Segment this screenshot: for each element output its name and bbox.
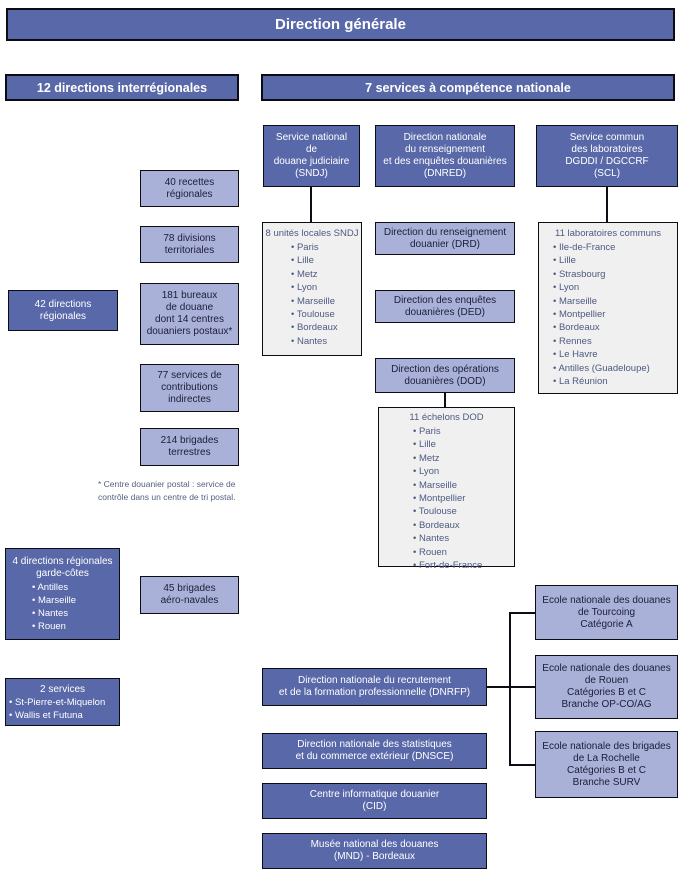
text-line: (DNRED) xyxy=(423,168,467,179)
text-line: Musée national des douanes xyxy=(310,839,439,850)
text-line: douanières (DED) xyxy=(404,306,486,318)
box-dnred-lines xyxy=(383,132,506,180)
section-header-left-label: 12 directions interrégionales xyxy=(36,80,208,95)
box-sndj-lines xyxy=(274,132,350,180)
text-line: • Metz xyxy=(413,452,440,464)
text-line: Direction nationale des statistiques xyxy=(297,739,452,750)
text-line: (CID) xyxy=(362,801,387,812)
connector-school-larochelle xyxy=(509,764,535,766)
box-contributions-indirectes xyxy=(140,364,239,412)
text-line: Direction du renseignement xyxy=(383,226,507,238)
text-line: Ecole nationale des douanes xyxy=(542,594,671,606)
text-line: • Paris xyxy=(413,426,441,437)
text-line: régionales xyxy=(166,188,213,200)
text-line: • Lille xyxy=(291,255,314,267)
box-sndj-units-title: 8 unités locales SNDJ xyxy=(265,228,359,239)
text-line: dont 14 centres xyxy=(155,314,224,325)
text-line: contrôle dans un centre de tri postal. xyxy=(98,491,236,502)
box-sndj xyxy=(263,125,360,187)
text-line: • Bordeaux xyxy=(291,322,338,334)
text-line: • Montpellier xyxy=(553,309,606,321)
connector-sndj-units xyxy=(310,187,312,222)
text-line: • Toulouse xyxy=(413,506,457,518)
box-garde-cotes-items xyxy=(6,581,119,633)
text-line: • Bordeaux xyxy=(413,519,460,531)
text-line: garde-côtes xyxy=(36,568,89,579)
connector-school-tourcoing xyxy=(509,612,535,614)
box-divisions-territoriales xyxy=(140,226,239,263)
text-line: • Nantes xyxy=(291,335,328,347)
box-ecole-tourcoing xyxy=(535,585,678,640)
box-brigades-terrestres-lines xyxy=(161,435,219,459)
text-line: • Fort-de-France xyxy=(413,560,483,572)
text-line: 4 directions régionales xyxy=(12,555,113,567)
box-dod-lines xyxy=(391,364,499,388)
box-dod xyxy=(375,358,515,393)
box-ded xyxy=(375,290,515,323)
box-ecole-tourcoing-lines xyxy=(542,595,670,631)
text-line: Direction des enquêtes xyxy=(393,294,497,306)
text-line: douanier (DRD) xyxy=(409,238,480,250)
text-line: 77 services de xyxy=(157,370,222,381)
text-line: de Tourcoing xyxy=(577,606,636,618)
text-line: douane judiciaire xyxy=(273,156,350,167)
text-line: • Bordeaux xyxy=(553,322,600,334)
section-header-right-label: 7 services à compétence nationale xyxy=(365,80,571,95)
text-line: 45 brigades xyxy=(163,583,216,594)
box-garde-cotes xyxy=(5,548,120,640)
box-sndj-units-items xyxy=(263,241,361,348)
text-line: Catégories B et C xyxy=(567,687,646,698)
text-line: (SNDJ) xyxy=(295,168,328,179)
text-line: • Antilles (Guadeloupe) xyxy=(553,362,650,374)
text-line: Service commun xyxy=(569,132,645,143)
text-line: des laboratoires xyxy=(571,144,643,155)
text-line: • Montpellier xyxy=(413,493,466,505)
text-line: • Rouen xyxy=(413,546,447,558)
text-line: de Rouen xyxy=(584,675,629,686)
box-dnrfp xyxy=(262,668,487,706)
text-line: * Centre douanier postal : service de xyxy=(98,479,236,489)
text-line: • Lyon xyxy=(413,466,440,478)
box-scl-labs-items xyxy=(539,241,677,388)
text-line: • Rouen xyxy=(32,620,66,632)
box-ecole-rouen xyxy=(535,655,678,719)
box-drd xyxy=(375,222,515,255)
box-mnd xyxy=(262,833,487,869)
box-directions-regionales-lines xyxy=(35,299,92,323)
text-line: Direction des opérations xyxy=(391,363,499,375)
text-line: Direction nationale du recrutement xyxy=(298,675,451,686)
box-ded-lines xyxy=(394,295,496,319)
box-brigades-aero-lines xyxy=(161,583,219,607)
box-bureaux-de-douane xyxy=(140,283,239,345)
chart-title: Direction générale xyxy=(275,16,406,33)
box-dod-echelons-title: 11 échelons DOD xyxy=(409,412,484,423)
text-line: • Marseille xyxy=(32,594,76,606)
box-dod-echelons-items xyxy=(379,425,514,572)
connector-schools-vertical xyxy=(509,612,511,766)
connector-scl-labs xyxy=(606,187,608,222)
box-recettes-regionales xyxy=(140,170,239,207)
connector-dnrfp-school-rouen xyxy=(487,686,535,688)
box-contributions-lines xyxy=(157,370,221,406)
text-line: du renseignement xyxy=(404,144,486,155)
box-directions-regionales xyxy=(8,290,118,331)
box-ecole-rouen-lines xyxy=(542,663,670,711)
box-dnsce-lines xyxy=(296,739,454,763)
text-line: • Marseille xyxy=(291,295,335,307)
box-cid xyxy=(262,783,487,819)
box-dnsce xyxy=(262,733,487,769)
text-line: de xyxy=(305,144,318,155)
text-line: contributions xyxy=(161,382,218,393)
section-header-services-nationaux xyxy=(261,74,675,101)
text-line: aéro-navales xyxy=(160,595,219,606)
text-line: 181 bureaux xyxy=(161,290,218,301)
text-line: de douane xyxy=(165,302,214,313)
box-drd-lines xyxy=(384,227,506,251)
box-scl-labs xyxy=(538,222,678,394)
box-cid-lines xyxy=(310,789,440,813)
box-scl-lines xyxy=(565,132,648,180)
text-line: • Rennes xyxy=(553,335,592,347)
text-line: territoriales xyxy=(164,244,215,256)
text-line: • Strasbourg xyxy=(553,268,606,280)
text-line: et du commerce extérieur (DNSCE) xyxy=(295,751,454,762)
text-line: • Lyon xyxy=(553,282,580,294)
box-bureaux-lines xyxy=(147,290,233,338)
box-dnrfp-lines xyxy=(279,675,470,699)
text-line: douaniers postaux* xyxy=(146,326,233,337)
text-line: • Marseille xyxy=(553,295,597,307)
box-recettes-lines xyxy=(165,177,214,201)
text-line: Branche SURV xyxy=(572,776,641,788)
text-line: (MND) - Bordeaux xyxy=(333,851,416,862)
box-deux-services-title: 2 services xyxy=(39,683,85,695)
text-line: • Antilles xyxy=(32,581,69,593)
text-line: Ecole nationale des douanes xyxy=(542,663,671,674)
text-line: 40 recettes xyxy=(164,176,215,188)
text-line: (SCL) xyxy=(593,168,621,179)
text-line: • Marseille xyxy=(413,479,457,491)
text-line: • Lyon xyxy=(291,282,318,294)
text-line: et de la formation professionnelle (DNRFP) xyxy=(278,687,471,698)
box-direction-generale xyxy=(6,8,675,41)
text-line: 78 divisions xyxy=(163,232,216,244)
box-brigades-terrestres xyxy=(140,428,239,466)
text-line: Branche OP-CO/AG xyxy=(561,699,652,710)
text-line: et des enquêtes douanières xyxy=(383,156,507,167)
text-line: régionales xyxy=(39,310,87,322)
text-line: • Metz xyxy=(291,268,318,280)
text-line: • La Réunion xyxy=(553,376,608,388)
box-divisions-lines xyxy=(163,233,215,257)
text-line: Service national xyxy=(275,132,348,143)
text-line: 42 directions xyxy=(34,298,92,310)
text-line: • Paris xyxy=(291,242,319,253)
box-ecole-larochelle-lines xyxy=(542,741,670,789)
text-line: Catégories B et C xyxy=(567,764,646,776)
box-sndj-units xyxy=(262,222,362,356)
text-line: • Le Havre xyxy=(553,349,598,361)
box-deux-services xyxy=(5,678,120,726)
text-line: Catégorie A xyxy=(580,618,633,630)
box-deux-services-items xyxy=(6,696,119,722)
text-line: de La Rochelle xyxy=(573,752,640,764)
text-line: Ecole nationale des brigades xyxy=(542,740,671,752)
box-scl-labs-title: 11 laboratoires communs xyxy=(555,228,661,239)
box-ecole-larochelle xyxy=(535,731,678,798)
box-brigades-aero-navales xyxy=(140,576,239,614)
footnote-centre-douanier-postal xyxy=(98,478,236,504)
box-dnred xyxy=(375,125,515,187)
text-line: douanières (DOD) xyxy=(404,375,486,387)
text-line: indirectes xyxy=(168,394,211,405)
connector-dod-echelons xyxy=(444,393,446,407)
text-line: DGDDI / DGCCRF xyxy=(565,156,649,167)
box-mnd-lines xyxy=(311,839,439,863)
text-line: terrestres xyxy=(168,447,211,458)
text-line: • Lille xyxy=(413,439,436,451)
box-dod-echelons xyxy=(378,407,515,572)
text-line: • Lille xyxy=(553,255,576,267)
text-line: • Wallis et Futuna xyxy=(9,709,83,721)
text-line: Centre informatique douanier xyxy=(309,789,440,800)
text-line: • Nantes xyxy=(413,533,450,545)
text-line: Direction nationale xyxy=(403,132,487,143)
section-header-directions-interregionales xyxy=(5,74,239,101)
text-line: 214 brigades xyxy=(160,435,219,446)
box-garde-cotes-title xyxy=(12,556,112,581)
text-line: • Toulouse xyxy=(291,309,335,321)
text-line: • Ile-de-France xyxy=(553,242,616,253)
text-line: • Nantes xyxy=(32,607,69,619)
text-line: • St-Pierre-et-Miquelon xyxy=(9,696,106,708)
box-scl xyxy=(536,125,678,187)
